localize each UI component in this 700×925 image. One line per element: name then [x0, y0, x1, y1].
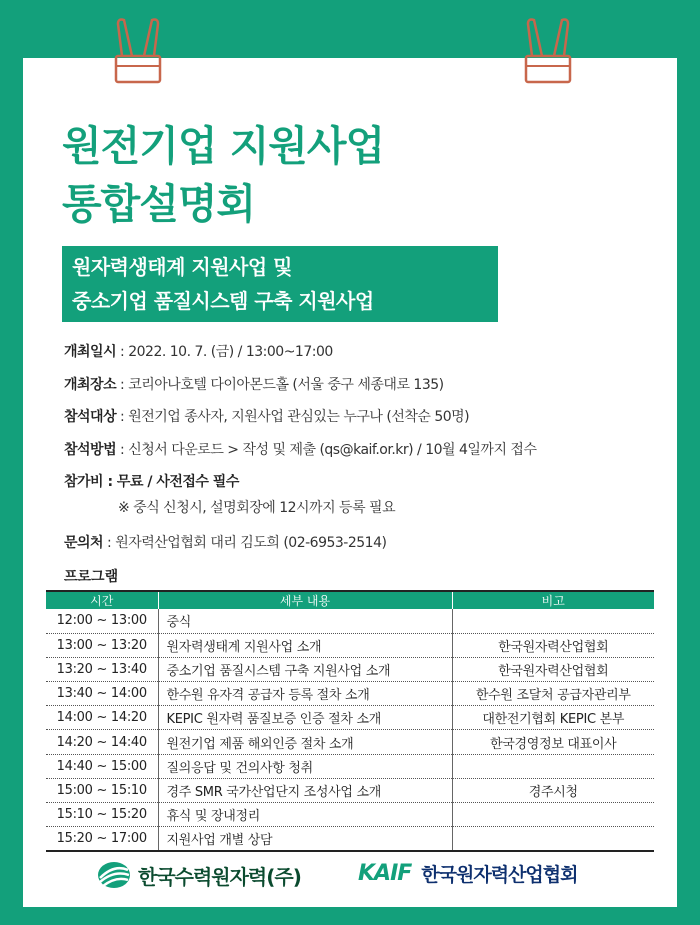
table-row — [46, 754, 654, 778]
table-row — [46, 633, 654, 657]
row-time: 15:10 ~ 15:20 — [46, 803, 158, 827]
row-content: 중소기업 품질시스템 구축 지원사업 소개 — [158, 657, 452, 681]
row-note — [452, 754, 654, 778]
program-label: 프로그램 — [64, 569, 119, 585]
table-row — [46, 657, 654, 681]
table-row — [46, 803, 654, 827]
table-row — [46, 827, 654, 851]
program-table — [46, 590, 654, 852]
row-note — [452, 609, 654, 633]
khnp-emblem-icon — [96, 860, 132, 890]
row-time: 15:00 ~ 15:10 — [46, 778, 158, 802]
row-time: 13:40 ~ 14:00 — [46, 682, 158, 706]
row-note — [452, 827, 654, 851]
row-time: 14:00 ~ 14:20 — [46, 706, 158, 730]
row-time: 12:00 ~ 13:00 — [46, 609, 158, 633]
row-note — [452, 803, 654, 827]
row-note: 경주시청 — [452, 778, 654, 802]
table-row — [46, 706, 654, 730]
header-time: 시간 — [46, 591, 158, 609]
lunch-note: ※ 중식 신청시, 설명회장에 12시까지 등록 필요 — [118, 500, 396, 516]
row-note: 대한전기협회 KEPIC 본부 — [452, 706, 654, 730]
binder-clip-icon — [108, 16, 168, 86]
khnp-name: 한국수력원자력(주) — [138, 864, 301, 889]
table-row — [46, 609, 654, 633]
kaif-name: 한국원자력산업협회 — [421, 864, 578, 886]
title-line-1: 원전기업 지원사업 — [62, 122, 385, 170]
row-content: 원전기업 제품 해외인증 절차 소개 — [158, 730, 452, 754]
row-content: 원자력생태계 지원사업 소개 — [158, 633, 452, 657]
row-time: 13:20 ~ 13:40 — [46, 657, 158, 681]
title-line-2: 통합설명회 — [62, 180, 256, 228]
kaif-mark: KAIF — [358, 861, 412, 886]
row-time: 15:20 ~ 17:00 — [46, 827, 158, 851]
row-time: 14:20 ~ 14:40 — [46, 730, 158, 754]
row-content: 질의응답 및 건의사항 청취 — [158, 754, 452, 778]
row-note: 한국원자력산업협회 — [452, 657, 654, 681]
row-time: 14:40 ~ 15:00 — [46, 754, 158, 778]
row-note: 한국원자력산업협회 — [452, 633, 654, 657]
table-row — [46, 730, 654, 754]
subtitle-box — [62, 246, 498, 322]
row-content: 경주 SMR 국가산업단지 조성사업 소개 — [158, 778, 452, 802]
table-row — [46, 778, 654, 802]
kaif-logo — [358, 860, 577, 887]
info-audience: 참석대상 : 원전기업 종사자, 지원사업 관심있는 누구나 (선착순 50명) — [64, 409, 470, 425]
row-time: 13:00 ~ 13:20 — [46, 633, 158, 657]
subtitle-line-2: 중소기업 품질시스템 구축 지원사업 — [72, 289, 374, 313]
sponsor-logos — [0, 856, 700, 896]
row-content: KEPIC 원자력 품질보증 인증 절차 소개 — [158, 706, 452, 730]
row-content: 중식 — [158, 609, 452, 633]
row-content: 휴식 및 장내정리 — [158, 803, 452, 827]
info-venue: 개최장소 : 코리아나호텔 다이아몬드홀 (서울 중구 세종대로 135) — [64, 377, 444, 393]
subtitle-line-1: 원자력생태계 지원사업 및 — [72, 255, 292, 279]
info-contact: 문의처 : 원자력산업협회 대리 김도희 (02-6953-2514) — [64, 535, 387, 551]
info-date: 개최일시 : 2022. 10. 7. (금) / 13:00~17:00 — [64, 344, 333, 360]
header-content: 세부 내용 — [158, 591, 452, 609]
header-note: 비고 — [452, 591, 654, 609]
khnp-logo — [96, 860, 301, 890]
info-fee: 참가비 : 무료 / 사전접수 필수 — [64, 474, 239, 490]
table-row — [46, 682, 654, 706]
row-note: 한수원 조달처 공급자관리부 — [452, 682, 654, 706]
binder-clip-icon — [518, 16, 578, 86]
row-content: 지원사업 개별 상담 — [158, 827, 452, 851]
poster-title — [62, 120, 384, 230]
info-method: 참석방법 : 신청서 다운로드 > 작성 및 제출 (qs@kaif.or.kr) / 10월 4일까지 접수 — [64, 442, 537, 458]
row-content: 한수원 유자격 공급자 등록 절차 소개 — [158, 682, 452, 706]
program-header-row — [46, 591, 654, 609]
row-note: 한국경영정보 대표이사 — [452, 730, 654, 754]
